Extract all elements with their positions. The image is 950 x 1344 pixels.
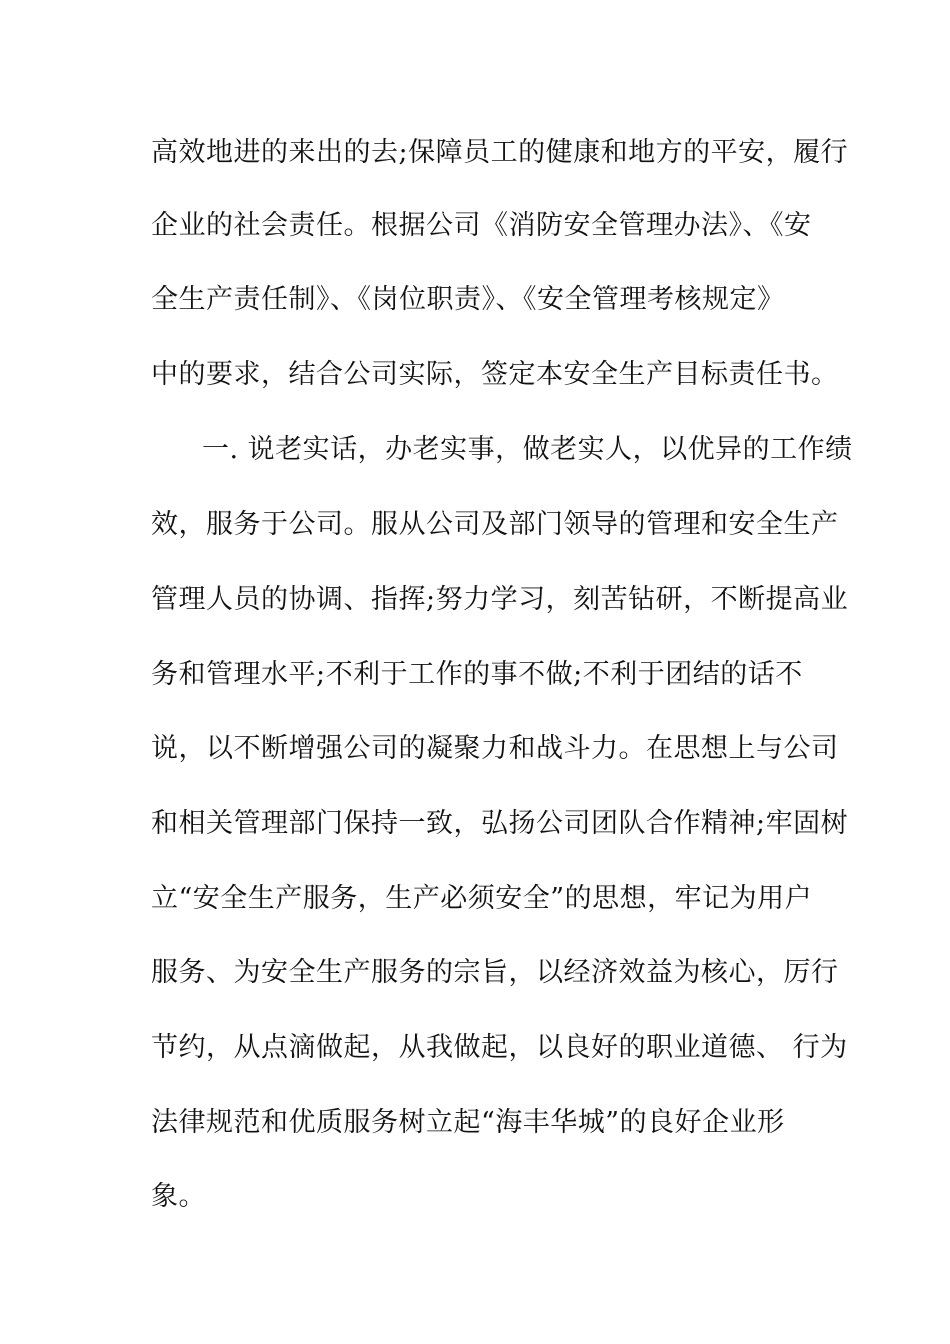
text-line: 法律规范和优质服务树立起“海丰华城”的良好企业形: [151, 1107, 785, 1138]
text-line: 和相关管理部门保持一致，弘扬公司团队合作精神;牢固树: [151, 808, 849, 839]
text-line: 一. 说老实话，办老实事，做老实人，以优异的工作绩: [202, 434, 853, 465]
text-line: 立“安全生产服务，生产必须安全”的思想，牢记为用户: [151, 883, 813, 914]
text-line: 中的要求，结合公司实际，签定本安全生产目标责任书。: [151, 359, 839, 390]
text-line: 象。: [151, 1181, 206, 1212]
text-line: 节约，从点滴做起，从我做起，以良好的职业道德、 行为: [151, 1032, 848, 1063]
text-line: 说，以不断增强公司的凝聚力和战斗力。在思想上与公司: [151, 733, 839, 764]
text-line: 效，服务于公司。服从公司及部门领导的管理和安全生产: [151, 509, 839, 540]
text-line: 企业的社会责任。根据公司《消防安全管理办法》、《安: [151, 210, 812, 241]
text-line: 全生产责任制》、《岗位职责》、《安全管理考核规定》: [151, 284, 785, 315]
text-line: 服务、为安全生产服务的宗旨，以经济效益为核心，厉行: [151, 957, 839, 988]
text-line: 管理人员的协调、指挥;努力学习，刻苦钻研，不断提高业: [151, 584, 849, 615]
text-line: 务和管理水平;不利于工作的事不做;不利于团结的话不: [151, 659, 803, 690]
text-line: 高效地进的来出的去;保障员工的健康和地方的平安，履行: [151, 137, 849, 168]
